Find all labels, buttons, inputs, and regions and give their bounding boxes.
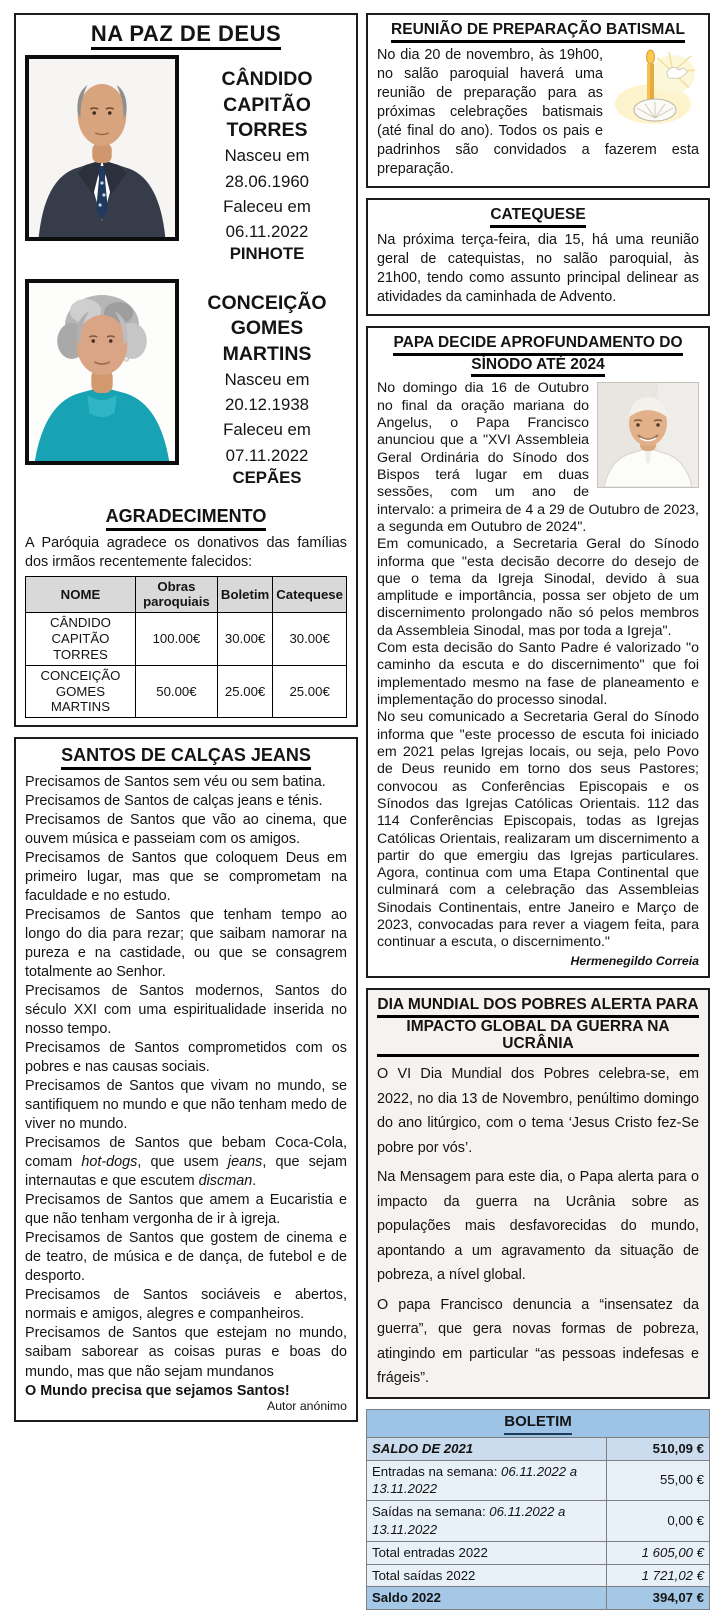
boletim-row-label: Total entradas 2022 xyxy=(367,1541,607,1564)
boletim-row-value: 1 721,02 € xyxy=(607,1564,710,1587)
donations-cell: CÂNDIDO CAPITÃO TORRES xyxy=(26,613,136,666)
woman-portrait-illustration xyxy=(29,283,175,461)
santos-paragraph: Precisamos de Santos sociáveis e abertos, normais e amigos, alegres e companheiros. xyxy=(25,1287,347,1323)
donations-cell: 30.00€ xyxy=(273,613,347,666)
batismal-title: REUNIÃO DE PREPARAÇÃO BATISMAL xyxy=(377,21,699,43)
santos-paragraph: Precisamos de Santos modernos, Santos do século XXI com uma espiritualidade inserida no nosso tempo. xyxy=(25,983,347,1038)
left-column xyxy=(14,13,358,1610)
deceased-place: CEPÃES xyxy=(232,467,302,487)
section-santos-de-calcas-jeans xyxy=(14,737,358,1421)
santos-paragraphs xyxy=(25,773,347,1382)
donations-cell: 50.00€ xyxy=(135,665,217,718)
donations-cell: 100.00€ xyxy=(135,613,217,666)
boletim-row xyxy=(367,1501,710,1542)
section-papa-sinodo xyxy=(366,326,710,978)
deceased-name: CONCEIÇÃO GOMES MARTINS xyxy=(207,292,327,365)
obituary-info-candido xyxy=(187,55,347,274)
deceased-name: CÂNDIDO CAPITÃO TORRES xyxy=(221,68,313,141)
sinodo-paragraph: Com esta decisão do Santo Padre é valorizado "o caminho da escuta e do discernimento" que foi implementado mesmo na fase de planeamento e implementação do processo sinodal. xyxy=(377,640,699,709)
pobres-paragraph: O VI Dia Mundial dos Pobres celebra-se, em 2022, no dia 13 de Novembro, penúltimo domingo do ano litúrgico, com o tema ‘Jesus Cristo fez-Se pobre por vós’. xyxy=(377,1066,699,1156)
santos-closing: O Mundo precisa que sejamos Santos! xyxy=(25,1382,290,1399)
boletim-row-value: 1 605,00 € xyxy=(607,1541,710,1564)
santos-paragraph: Precisamos de Santos que amem a Eucaristia e que não tenham vergonha de ir à igreja. xyxy=(25,1192,347,1228)
boletim-row-value: 0,00 € xyxy=(607,1501,710,1542)
deceased-place: PINHOTE xyxy=(229,244,305,264)
boletim-row-value: 394,07 € xyxy=(607,1587,710,1610)
right-column xyxy=(366,13,710,1610)
boletim-row-value: 510,09 € xyxy=(607,1437,710,1460)
obituary-candido xyxy=(25,55,347,274)
boletim-row xyxy=(367,1564,710,1587)
boletim-row xyxy=(367,1460,710,1501)
donations-col-header: Obras paroquiais xyxy=(135,576,217,613)
portrait-photo-man xyxy=(25,55,179,241)
portrait-photo-woman xyxy=(25,279,179,465)
catequese-body: Na próxima terça-feira, dia 15, há uma reunião geral de catequistas, no salão paroquial, às 21h00, tendo como assunto principal delinear as atividades da caminhada de Advento. xyxy=(377,231,699,305)
boletim-row-dates: 06.11.2022 a 13.11.2022 xyxy=(372,1504,566,1537)
pobres-title: DIA MUNDIAL DOS POBRES ALERTA PARA IMPACTO GLOBAL DA GUERRA NA UCRÂNIA xyxy=(377,996,699,1057)
santos-paragraph: Precisamos de Santos de calças jeans e ténis. xyxy=(25,793,323,810)
man-portrait-illustration xyxy=(29,59,175,237)
batismal-body-wrap xyxy=(377,46,699,179)
donations-cell: 30.00€ xyxy=(217,613,272,666)
santos-paragraph: Precisamos de Santos que gostem de cinema e de teatro, de música e de dança, de futebol e de desporto. xyxy=(25,1230,347,1285)
donations-cell: CONCEIÇÃO GOMES MARTINS xyxy=(26,665,136,718)
donations-col-header: Catequese xyxy=(273,576,347,613)
pope-francis-photo xyxy=(597,382,699,488)
boletim-row-label: Saldo 2022 xyxy=(367,1587,607,1610)
deceased-dates: Nasceu em 28.06.1960 Faleceu em 06.11.2022 xyxy=(223,146,311,241)
deceased-dates: Nasceu em 20.12.1938 Faleceu em 07.11.2022 xyxy=(223,370,311,465)
sinodo-body xyxy=(377,380,699,968)
donations-cell: 25.00€ xyxy=(273,665,347,718)
santos-title: SANTOS DE CALÇAS JEANS xyxy=(25,745,347,770)
boletim-row-label: Total saídas 2022 xyxy=(367,1564,607,1587)
baptism-candle-icon xyxy=(611,48,699,128)
boletim-row xyxy=(367,1587,710,1610)
agradecimento-intro: A Paróquia agradece os donativos das famílias dos irmãos recentemente falecidos: xyxy=(25,534,347,570)
sinodo-paragraph: No domingo dia 16 de Outubro no final da oração mariana do Angelus, o Papa Francisco anunciou que a "XVI Assembleia Geral Ordinária do Sínodo dos Bispos terá lugar em duas sessões, com um ano de intervalo: a primeira de 4 a 29 de Outubro de 2023, a segunda em Outubro de 2024". xyxy=(377,380,699,535)
pobres-paragraph: O papa Francisco denuncia a “insensatez da guerra”, que gera novas formas de pobreza, atingindo em particular “as pessoas indefesas e frágeis”. xyxy=(377,1296,699,1386)
boletim-row xyxy=(367,1437,710,1460)
santos-paragraph: Precisamos de Santos que tenham tempo ao longo do dia para rezar; que saibam namorar na pureza e na castidade, ou que se consagrem totalmente ao Senhor. xyxy=(25,907,347,981)
santos-paragraph: Precisamos de Santos comprometidos com os pobres e nas causas sociais. xyxy=(25,1040,347,1076)
pobres-paragraph: Na Mensagem para este dia, o Papa alerta para o impacto da guerra na Ucrânia sobre as populações mais desfavorecidas do mundo, apontando a um agravamento da situação de pobreza, a nível global. xyxy=(377,1169,699,1284)
boletim-table xyxy=(366,1409,710,1610)
boletim-row-dates: 06.11.2022 a 13.11.2022 xyxy=(372,1463,578,1497)
santos-paragraph: Precisamos de Santos que bebam Coca-Cola, comam hot-dogs, que usem jeans, que sejam internautas e que escutem discman. xyxy=(25,1135,347,1190)
santos-paragraph: Precisamos de Santos que estejam no mundo, saibam saborear as coisas puras e boas do mundo, mas que não sejam mundanos xyxy=(25,1325,347,1380)
na-paz-title: NA PAZ DE DEUS xyxy=(25,21,347,50)
santos-paragraph: Precisamos de Santos sem véu ou sem batina. xyxy=(25,774,326,791)
section-dia-mundial-pobres xyxy=(366,988,710,1400)
sinodo-title: PAPA DECIDE APROFUNDAMENTO DO SÍNODO ATÉ 2024 xyxy=(377,334,699,378)
section-na-paz-de-deus xyxy=(14,13,358,727)
obituary-conceicao xyxy=(25,279,347,498)
santos-author: Autor anónimo xyxy=(267,1398,347,1413)
donations-cell: 25.00€ xyxy=(217,665,272,718)
boletim-row-value: 55,00 € xyxy=(607,1460,710,1501)
sinodo-signature: Hermenegildo Correia xyxy=(570,953,699,968)
donations-row xyxy=(26,665,347,718)
donations-row xyxy=(26,613,347,666)
boletim-row xyxy=(367,1541,710,1564)
obituary-info-conceicao xyxy=(187,279,347,498)
boletim-header-row xyxy=(367,1410,710,1437)
donations-col-header: NOME xyxy=(26,576,136,613)
santos-paragraph: Precisamos de Santos que vão ao cinema, que ouvem música e passeiam com os amigos. xyxy=(25,812,347,848)
santos-paragraph: Precisamos de Santos que vivam no mundo, se santifiquem no mundo e que não tenham medo de viver no mundo. xyxy=(25,1078,347,1133)
boletim-row-label: SALDO DE 2021 xyxy=(367,1437,607,1460)
donations-table-header xyxy=(26,576,347,613)
boletim-title: BOLETIM xyxy=(367,1410,710,1437)
donations-col-header: Boletim xyxy=(217,576,272,613)
santos-paragraph: Precisamos de Santos que coloquem Deus em primeiro lugar, mas que se comprometam na faculdade e no estudo. xyxy=(25,850,347,905)
catequese-title: CATEQUESE xyxy=(377,206,699,228)
boletim-row-label: Entradas na semana: 06.11.2022 a 13.11.2022 xyxy=(367,1460,607,1501)
sinodo-paragraph: No seu comunicado a Secretaria Geral do Sínodo informa que "este processo de escuta foi iniciado em 2021 pelas Igrejas locais, ou seja, pelo Povo de Deus reunido em torno dos seus Pastores; convocou as Conferências Episcopais e os Sínodos das Igrejas Católicas Orientais. 112 das 114 Conferências Episcopais, todas as Igrejas Católicas Orientais, realizaram um discernimento a partir do que emergiu das Igrejas particulares. Agora, continua com uma Etapa Continental que culminará com a celebração das Assembleias Sinodais Continentais, entre Janeiro e Março de 2023, convocadas para rever a viagem feita, para continuar a escuta, o discernimento." Hermenegildo Correia xyxy=(377,709,699,968)
agradecimento-title: AGRADECIMENTO xyxy=(25,506,347,531)
batismal-body: No dia 20 de novembro, às 19h00, no salão paroquial haverá uma reunião de preparação para as próximas celebrações batismais (até final do ano). Todos os pais e padrinhos são convidados a fazerem esta preparação. xyxy=(377,46,699,177)
section-reuniao-batismal xyxy=(366,13,710,188)
boletim-row-label: Saídas na semana: 06.11.2022 a 13.11.2022 xyxy=(367,1501,607,1542)
pobres-paragraphs xyxy=(377,1062,699,1390)
sinodo-paragraph: Em comunicado, a Secretaria Geral do Sínodo informa que "esta decisão decorre do desejo de que o tema da Igreja Sinodal, devido à sua amplitude e importância, possa ser objeto de um discernimento prolongado não só pelos membros da Assembleia Sinodal, mas por toda a Igreja". xyxy=(377,536,699,639)
section-catequese xyxy=(366,198,710,316)
donations-table xyxy=(25,576,347,719)
